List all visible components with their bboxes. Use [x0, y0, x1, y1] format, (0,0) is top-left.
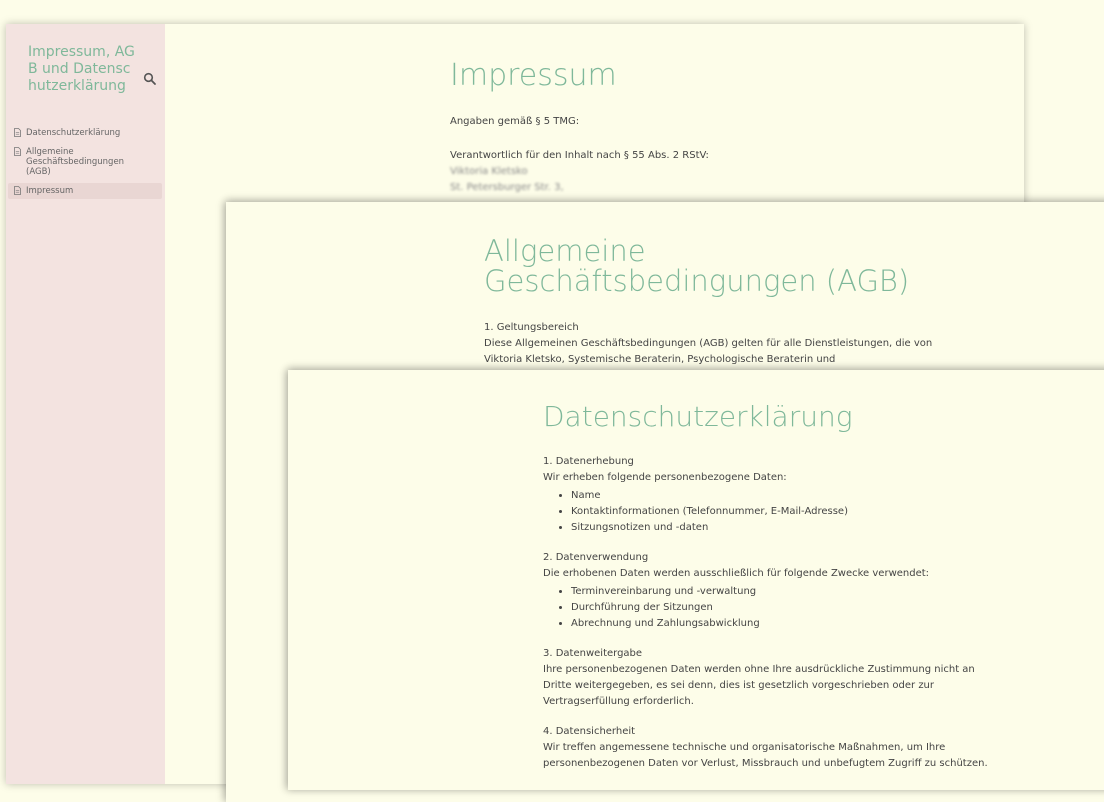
list-item: • Durchführung der Sitzungen [571, 600, 1003, 616]
section-heading: 3. Datenweitergabe [543, 648, 643, 659]
page-title: Datenschutzerklärung [543, 400, 853, 433]
section-heading: 4. Datensicherheit [543, 726, 636, 737]
list-item: • Abrechnung und Zahlungsabwicklung [571, 616, 1003, 632]
sidebar-title: Impressum, AGB und Datenschutzerklärung [28, 44, 135, 94]
section-heading: 2. Datenverwendung [543, 552, 649, 563]
datenschutz-page [288, 370, 1104, 790]
section-text: Wir treffen angemessene technische und organisatorische Maßnahmen, um Ihre personenbezogenen Daten vor Verlust, Missbrauch und unbefugtem Zugriff zu schützen. [543, 742, 988, 769]
sidebar-item-label: Allgemeine Geschäftsbedingungen (AGB) [26, 147, 125, 177]
document-icon [14, 147, 21, 156]
impressum-page [165, 24, 1024, 206]
list-item: • Kontaktinformationen (Telefonnummer, E-Mail-Adresse) [571, 504, 1003, 520]
impressum-line: Angaben gemäß § 5 TMG: [450, 116, 580, 127]
impressum-line: Verantwortlich für den Inhalt nach § 55 Abs. 2 RStV: [450, 150, 709, 161]
impressum-line: St. Petersburger Str. 3, [450, 182, 564, 193]
section-text: Wir erheben folgende personenbezogene Daten: [543, 472, 787, 483]
section-text: Die erhobenen Daten werden ausschließlich für folgende Zwecke verwendet: [543, 568, 930, 579]
sidebar [6, 24, 165, 784]
sidebar-nav [8, 125, 162, 202]
section-text: Ihre personenbezogenen Daten werden ohne Ihre ausdrückliche Zustimmung nicht an Dritte weitergegeben, es sei denn, dies ist gesetzlich vorgeschrieben oder zur Vertragserfüllung erforderlich. [543, 664, 975, 707]
sidebar-item-impressum[interactable] [8, 183, 162, 199]
bullet-list [543, 488, 1003, 536]
list-item: • Terminvereinbarung und -verwaltung [571, 584, 1003, 600]
page-title: Allgemeine Geschäftsbedingungen (AGB) [484, 234, 910, 298]
sidebar-item-agb[interactable] [8, 144, 162, 180]
document-icon [14, 128, 21, 137]
list-item: • Sitzungsnotizen und -daten [571, 520, 1003, 536]
page-title: Impressum [450, 58, 617, 93]
bullet-list [543, 584, 1003, 632]
section-text: Diese Allgemeinen Geschäftsbedingungen (AGB) gelten für alle Dienstleistungen, die von Viktoria Kletsko, Systemische Beraterin, Psychologische Beraterin und [484, 338, 933, 365]
search-icon[interactable] [143, 72, 157, 86]
section-heading: 1. Geltungsbereich [484, 322, 579, 333]
document-icon [14, 186, 21, 195]
sidebar-item-label: Impressum [26, 186, 74, 196]
list-item: • Name [571, 488, 1003, 504]
impressum-line: Viktoria Kletsko [450, 166, 528, 177]
section-heading: 1. Datenerhebung [543, 456, 634, 467]
sidebar-item-datenschutz[interactable] [8, 125, 162, 141]
sidebar-item-label: Datenschutzerklärung [26, 128, 121, 138]
